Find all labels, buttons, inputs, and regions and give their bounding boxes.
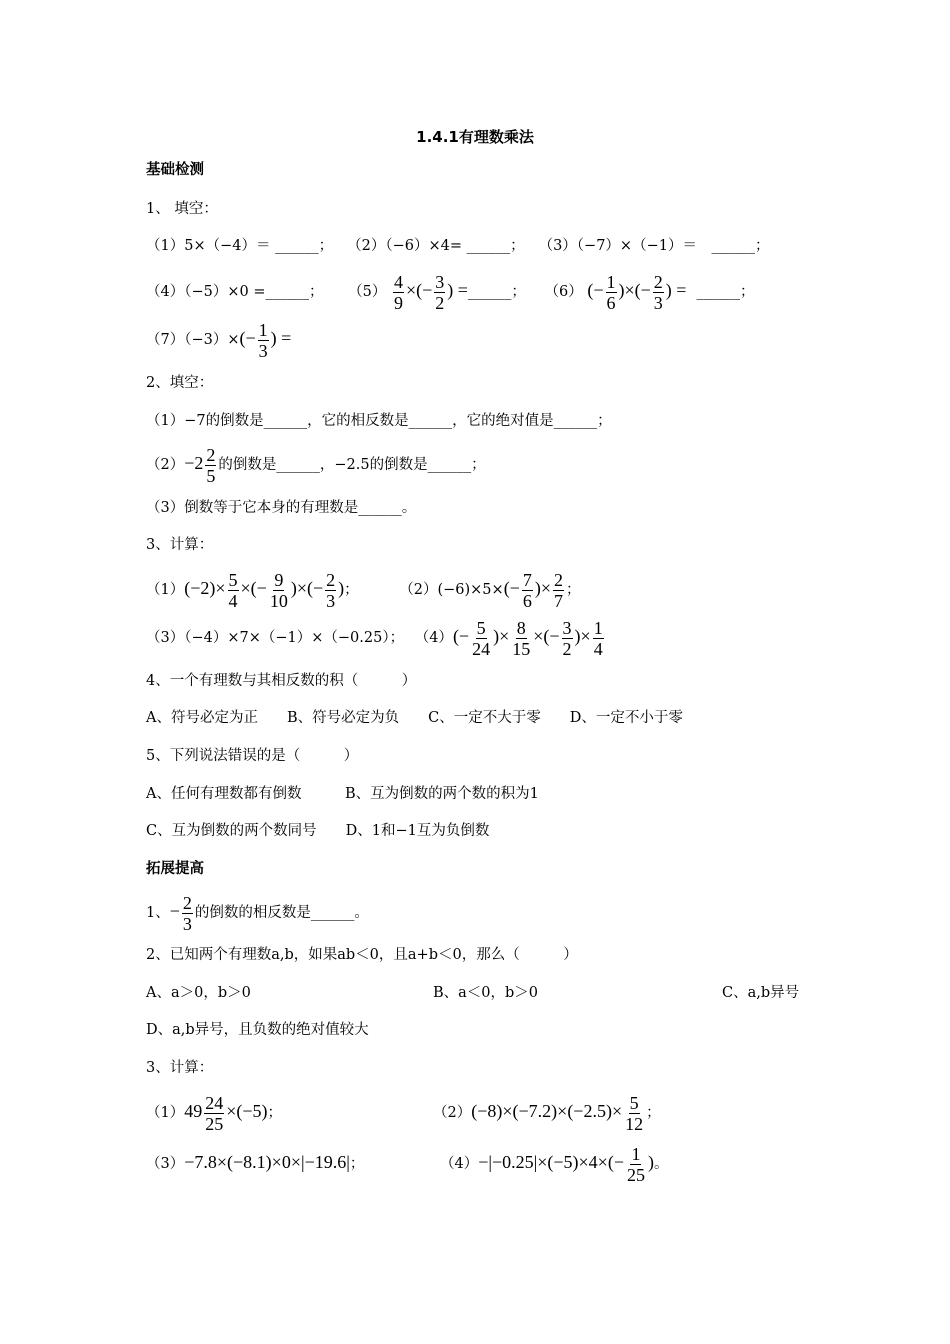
fraction-2-3-b: $\frac{2}{3}$ (326, 569, 336, 611)
q1-item4: （4）（−5）×0 =______； (146, 284, 324, 300)
basic-q4-head: 4、一个有理数与其相反数的积（ ） (146, 673, 417, 689)
fraction-8-15: $\frac{8}{15}$ (512, 617, 531, 659)
fraction-9-10: $\frac{9}{10}$ (269, 569, 288, 611)
q1-item1: （1）5×（−4）＝ ______； (146, 238, 334, 254)
section-extend-heading: 拓展提高 (146, 861, 204, 877)
page-title: 1.4.1有理数乘法 (416, 128, 534, 146)
q1-item2: （2）（−6）×4= ______； (347, 238, 525, 254)
q1-item7: （7）（−3）× (146, 332, 240, 348)
fraction-4-9: $\frac{4}{9}$ (393, 271, 403, 313)
basic-q5-options-2: C、互为倒数的两个数同号 D、1和−1互为负倒数 (146, 823, 490, 839)
extend-q2-option-a: A、a＞0，b＞0 (146, 985, 251, 1001)
extend-q2-option-b: B、a＜0，b＞0 (433, 985, 539, 1001)
section-basic-heading: 基础检测 (146, 162, 204, 178)
q1-item3: （3）（−7）×（−1）＝ ______； (538, 238, 770, 254)
basic-q3-line1: （1）(−2)× $\frac{5}{4}$ ×(− $\frac{9}{10}$ )×(− $\frac{2}{3}$ )； （2）(−6)×5×(− $\frac{7}{6}$ )× $\frac{2}{7}$ ； (146, 569, 581, 611)
basic-q1-line1 (146, 236, 769, 256)
fraction-7-6: $\frac{7}{6}$ (522, 569, 532, 611)
fraction-2-5: $\frac{2}{5}$ (206, 444, 216, 486)
fraction-2-3: $\frac{2}{3}$ (653, 271, 663, 313)
extend-q3-line1-right: （2）(−8)×(−7.2)×(−2.5)× $\frac{5}{12}$ ； (433, 1092, 661, 1134)
fraction-1-4: $\frac{1}{4}$ (593, 617, 603, 659)
q1-item6-label: （6） (544, 284, 583, 300)
extend-q2-option-c: C、a,b异号 (722, 985, 800, 1001)
extend-q3-line2: （3）−7.8×(−8.1)×0×|−19.6|； (146, 1152, 365, 1172)
basic-q2-line3: （3）倒数等于它本身的有理数是______。 (146, 500, 417, 516)
basic-q2-head: 2、填空： (146, 375, 214, 391)
basic-q5-options-1: A、任何有理数都有倒数 B、互为倒数的两个数的积为1 (146, 786, 539, 802)
q1-item5-label: （5） (348, 284, 387, 300)
extend-q2-head: 2、已知两个有理数a,b，如果ab＜0，且a+b＜0，那么（ ） (146, 947, 578, 963)
extend-q2-option-d: D、a,b异号，且负数的绝对值较大 (146, 1022, 369, 1038)
extend-q1: 1、− $\frac{2}{3}$ 的倒数的相反数是______。 (146, 892, 369, 934)
basic-q2-line2: （2）−2 $\frac{2}{5}$ 的倒数是______，−2.5的倒数是______； (146, 444, 486, 486)
fraction-1-3: $\frac{1}{3}$ (258, 319, 268, 361)
basic-q5-head: 5、下列说法错误的是（ ） (146, 748, 359, 764)
fraction-24-25: $\frac{24}{25}$ (205, 1092, 224, 1134)
basic-q1-line2: （4）（−5）×0 =______； （5） $\frac{4}{9}$ ×(− $\frac{3}{2}$ ) =______； （6） (− $\frac{1}{6}$ )×(− $\frac{2}{3}$ ) = ______； (146, 271, 755, 313)
fraction-2-3-c: $\frac{2}{3}$ (182, 892, 192, 934)
basic-q4-options: A、符号必定为正 B、符号必定为负 C、一定不大于零 D、一定不小于零 (146, 710, 683, 726)
extend-q3-line2-right: （4）−|−0.25|×(−5)×4×(− $\frac{1}{25}$ )。 (440, 1143, 669, 1185)
fraction-2-7: $\frac{2}{7}$ (554, 569, 563, 611)
fraction-1-25: $\frac{1}{25}$ (626, 1143, 645, 1185)
basic-q3-head: 3、计算： (146, 537, 214, 553)
fraction-1-6: $\frac{1}{6}$ (606, 271, 616, 313)
basic-q1-head: 1、 填空： (146, 201, 218, 217)
fraction-5-4: $\frac{5}{4}$ (228, 569, 238, 611)
fraction-3-2-b: $\frac{3}{2}$ (562, 617, 572, 659)
fraction-5-12: $\frac{5}{12}$ (625, 1092, 644, 1134)
basic-q3-line2: （3）（−4）×7×（−1）×（−0.25）； （4）(− $\frac{5}{24}$ )× $\frac{8}{15}$ ×(− $\frac{3}{2}$ )× $\frac{1}{4}$ (146, 617, 603, 659)
basic-q2-line1: （1）−7的倒数是______，它的相反数是______，它的绝对值是______； (146, 413, 612, 429)
extend-q3-line1: （1）49 $\frac{24}{25}$ ×(−5)； (146, 1092, 283, 1134)
basic-q1-line3: （7）（−3）×(− $\frac{1}{3}$ ) = (146, 319, 292, 361)
extend-q3-head: 3、计算： (146, 1060, 214, 1076)
fraction-5-24: $\frac{5}{24}$ (472, 617, 491, 659)
fraction-3-2: $\frac{3}{2}$ (435, 271, 445, 313)
